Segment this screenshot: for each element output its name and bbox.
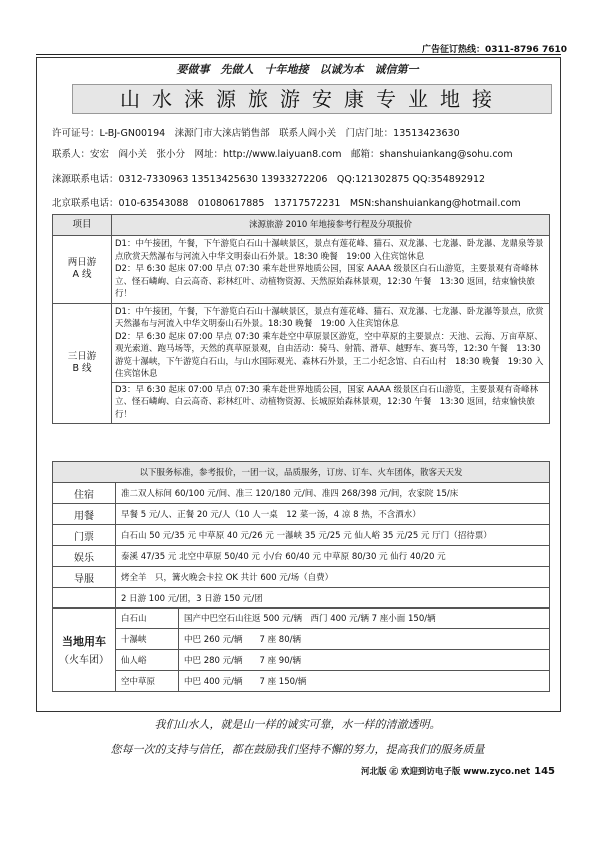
contact-line: 联系人：安宏 阎小关 张小分 网址：http://www.laiyuan8.com 邮箱：shanshuiankang@sohu.com	[52, 149, 513, 160]
service-label-guide: 导服	[53, 567, 116, 588]
route-b-label	[53, 303, 112, 424]
service-label-tickets: 门票	[53, 525, 116, 546]
car-place: 空中草原	[116, 671, 179, 692]
service-text-meals: 早餐 5 元/人、正餐 20 元/人（10 人一桌 12 菜一汤，4 凉 8 热，不含酒水）	[116, 504, 550, 525]
service-row	[53, 588, 550, 609]
route-b-days: 三日游	[67, 350, 97, 362]
car-place: 十瀑峡	[116, 629, 179, 650]
col-item: 项目	[53, 215, 112, 236]
service-row	[53, 525, 550, 546]
service-row	[53, 546, 550, 567]
slogan: 要做事 先做人 十年地接 以诚为本 诚信第一	[176, 63, 419, 76]
route-b-day2: D2：早 6:30 起床 07:00 早点 07:30 乘车赴空中草原景区游览，空中草原的主要景点：天池、云海、万亩草原、观光索道、跑马场等，天然的真草原景观，自由活动：骑马、射箭、滑草、越野车、赛马等，12:30 午餐 13:30 游览十瀑峡，下午游览白石山，与山水国际观光、森林石外景，王二小纪念馆、白石山村 18:30 晚餐 19:30 入住宾馆休息	[115, 331, 544, 379]
itinerary-row-a	[53, 236, 550, 304]
closing-line-1: 我们山水人，就是山一样的诚实可靠，水一样的清澈透明。	[154, 718, 441, 731]
service-row	[53, 483, 550, 504]
route-b-line: B 线	[72, 363, 92, 375]
car-rental-subtitle: （火车团）	[59, 655, 109, 666]
route-a-days: 两日游	[67, 256, 97, 268]
service-label-entertainment: 娱乐	[53, 546, 116, 567]
service-text-lodging: 准二双人标间 60/100 元/间、准三 120/180 元/间、准四 268/398 元/间，农家院 15/床	[116, 483, 550, 504]
ad-title: 山水涞源旅游安康专业地接	[72, 84, 552, 114]
services-banner-row	[53, 462, 550, 483]
license-line: 许可证号：L-BJ-GN00194 涞源门市大涞店销售部 联系人阎小关 门店门址：13513423630	[52, 128, 460, 139]
car-price: 中巴 260 元/辆 7 座 80/辆	[179, 629, 550, 650]
car-rental-title: 当地用车	[62, 635, 106, 648]
car-row	[53, 608, 550, 629]
top-divider	[36, 54, 561, 55]
car-row	[53, 671, 550, 692]
service-label-lodging: 住宿	[53, 483, 116, 504]
route-b-day3: D3：早 6:30 起床 07:00 早点 07:30 乘车赴世界地质公园，国家 AAAA 级景区白石山游览，主要景观有奇峰林立、怪石嶙峋、白云高奇、彩林红叶、动植物资源、长城原始森林景观，12:30 午餐 13:30 返回，结束愉快旅行！	[112, 382, 549, 422]
col-header: 涞源旅游 2010 年地接参考行程及分项报价	[112, 215, 550, 236]
car-rental-label	[53, 608, 116, 692]
beijing-phone-line: 北京联系电话：010-63543088 01080617885 13717572231 MSN:shanshuiankang@hotmail.com	[52, 198, 521, 209]
itinerary-table	[52, 214, 550, 424]
service-label-blank	[53, 588, 116, 609]
service-text-guide: 烤全羊 只，篝火晚会卡拉 OK 共计 600 元/场（自费）	[116, 567, 550, 588]
route-a-day1: D1：中午接团，午餐，下午游览白石山十瀑峡景区，景点有莲花峰、猫石、双龙瀑、七龙瀑、卧龙瀑、龙鼎泉等景点欣赏天然瀑布与河流入中华文明泰山石外景。18:30 晚餐 19:00 入住宾馆休息	[115, 239, 544, 262]
service-text-entertainment: 泰溪 47/35 元 北空中草原 50/40 元 小/台 60/40 元 中草原 80/30 元 仙行 40/20 元	[116, 546, 550, 567]
services-banner: 以下服务标准，参考报价，一团一议，品质服务，订房、订车、火车团体，散客天天发	[53, 462, 550, 483]
laiyuan-phone-line: 涞源联系电话：0312-7330963 13513425630 13933272206 QQ:121302875 QQ:354892912	[52, 174, 486, 185]
service-text-tickets: 白石山 50 元/35 元 中草原 40 元/26 元 一瀑峡 35 元/25 元 仙人峪 35 元/25 元 厅门（招待票）	[116, 525, 550, 546]
closing-line-2: 您每一次的支持与信任，都在鼓励我们坚持不懈的努力，提高我们的服务质量	[110, 743, 485, 756]
car-row	[53, 650, 550, 671]
car-row	[53, 629, 550, 650]
route-b-day1: D1：中午接团，午餐，下午游览白石山十瀑峡景区，景点有莲花峰、猫石、双龙瀑、七龙瀑、卧龙瀑等景点，欣赏天然瀑布与河流入中华文明泰山石外景。18:30 晚餐 19:00 入住宾馆休息	[115, 306, 544, 329]
page-footer	[361, 765, 555, 777]
page-number: 145	[534, 766, 555, 777]
car-place: 仙人峪	[116, 650, 179, 671]
car-price: 中巴 400 元/辆 7 座 150/辆	[179, 671, 550, 692]
route-b-detail	[112, 303, 550, 424]
route-a-label	[53, 236, 112, 304]
route-a-line: A 线	[72, 269, 92, 281]
car-rental-table	[52, 607, 550, 692]
route-a-detail	[112, 236, 550, 304]
itinerary-header	[53, 215, 550, 236]
service-row	[53, 567, 550, 588]
car-price: 中巴 280 元/辆 7 座 90/辆	[179, 650, 550, 671]
service-label-meals: 用餐	[53, 504, 116, 525]
footer-text: 河北版 ㊣ 欢迎到访电子版 www.zyco.net	[361, 767, 531, 777]
car-place: 白石山	[116, 608, 179, 629]
services-table	[52, 461, 550, 609]
service-row	[53, 504, 550, 525]
car-price: 国产中巴空石山往返 500 元/辆 西门 400 元/辆 7 座小面 150/辆	[179, 608, 550, 629]
route-a-day2: D2：早 6:30 起床 07:00 早点 07:30 乘车赴世界地质公园，国家 AAAA 级景区白石山游览，主要景观有奇峰林立、怪石嶙峋、白云高奇、彩林红叶、动植物资源、天然原始森林景观，12:30 午餐 13:30 返回，结束愉快旅行！	[115, 264, 539, 299]
service-text-guide-fee: 2 日游 100 元/团，3 日游 150 元/团	[116, 588, 550, 609]
hotline: 广告征订热线：0311-8796 7610	[421, 45, 567, 55]
itinerary-row-b	[53, 303, 550, 424]
